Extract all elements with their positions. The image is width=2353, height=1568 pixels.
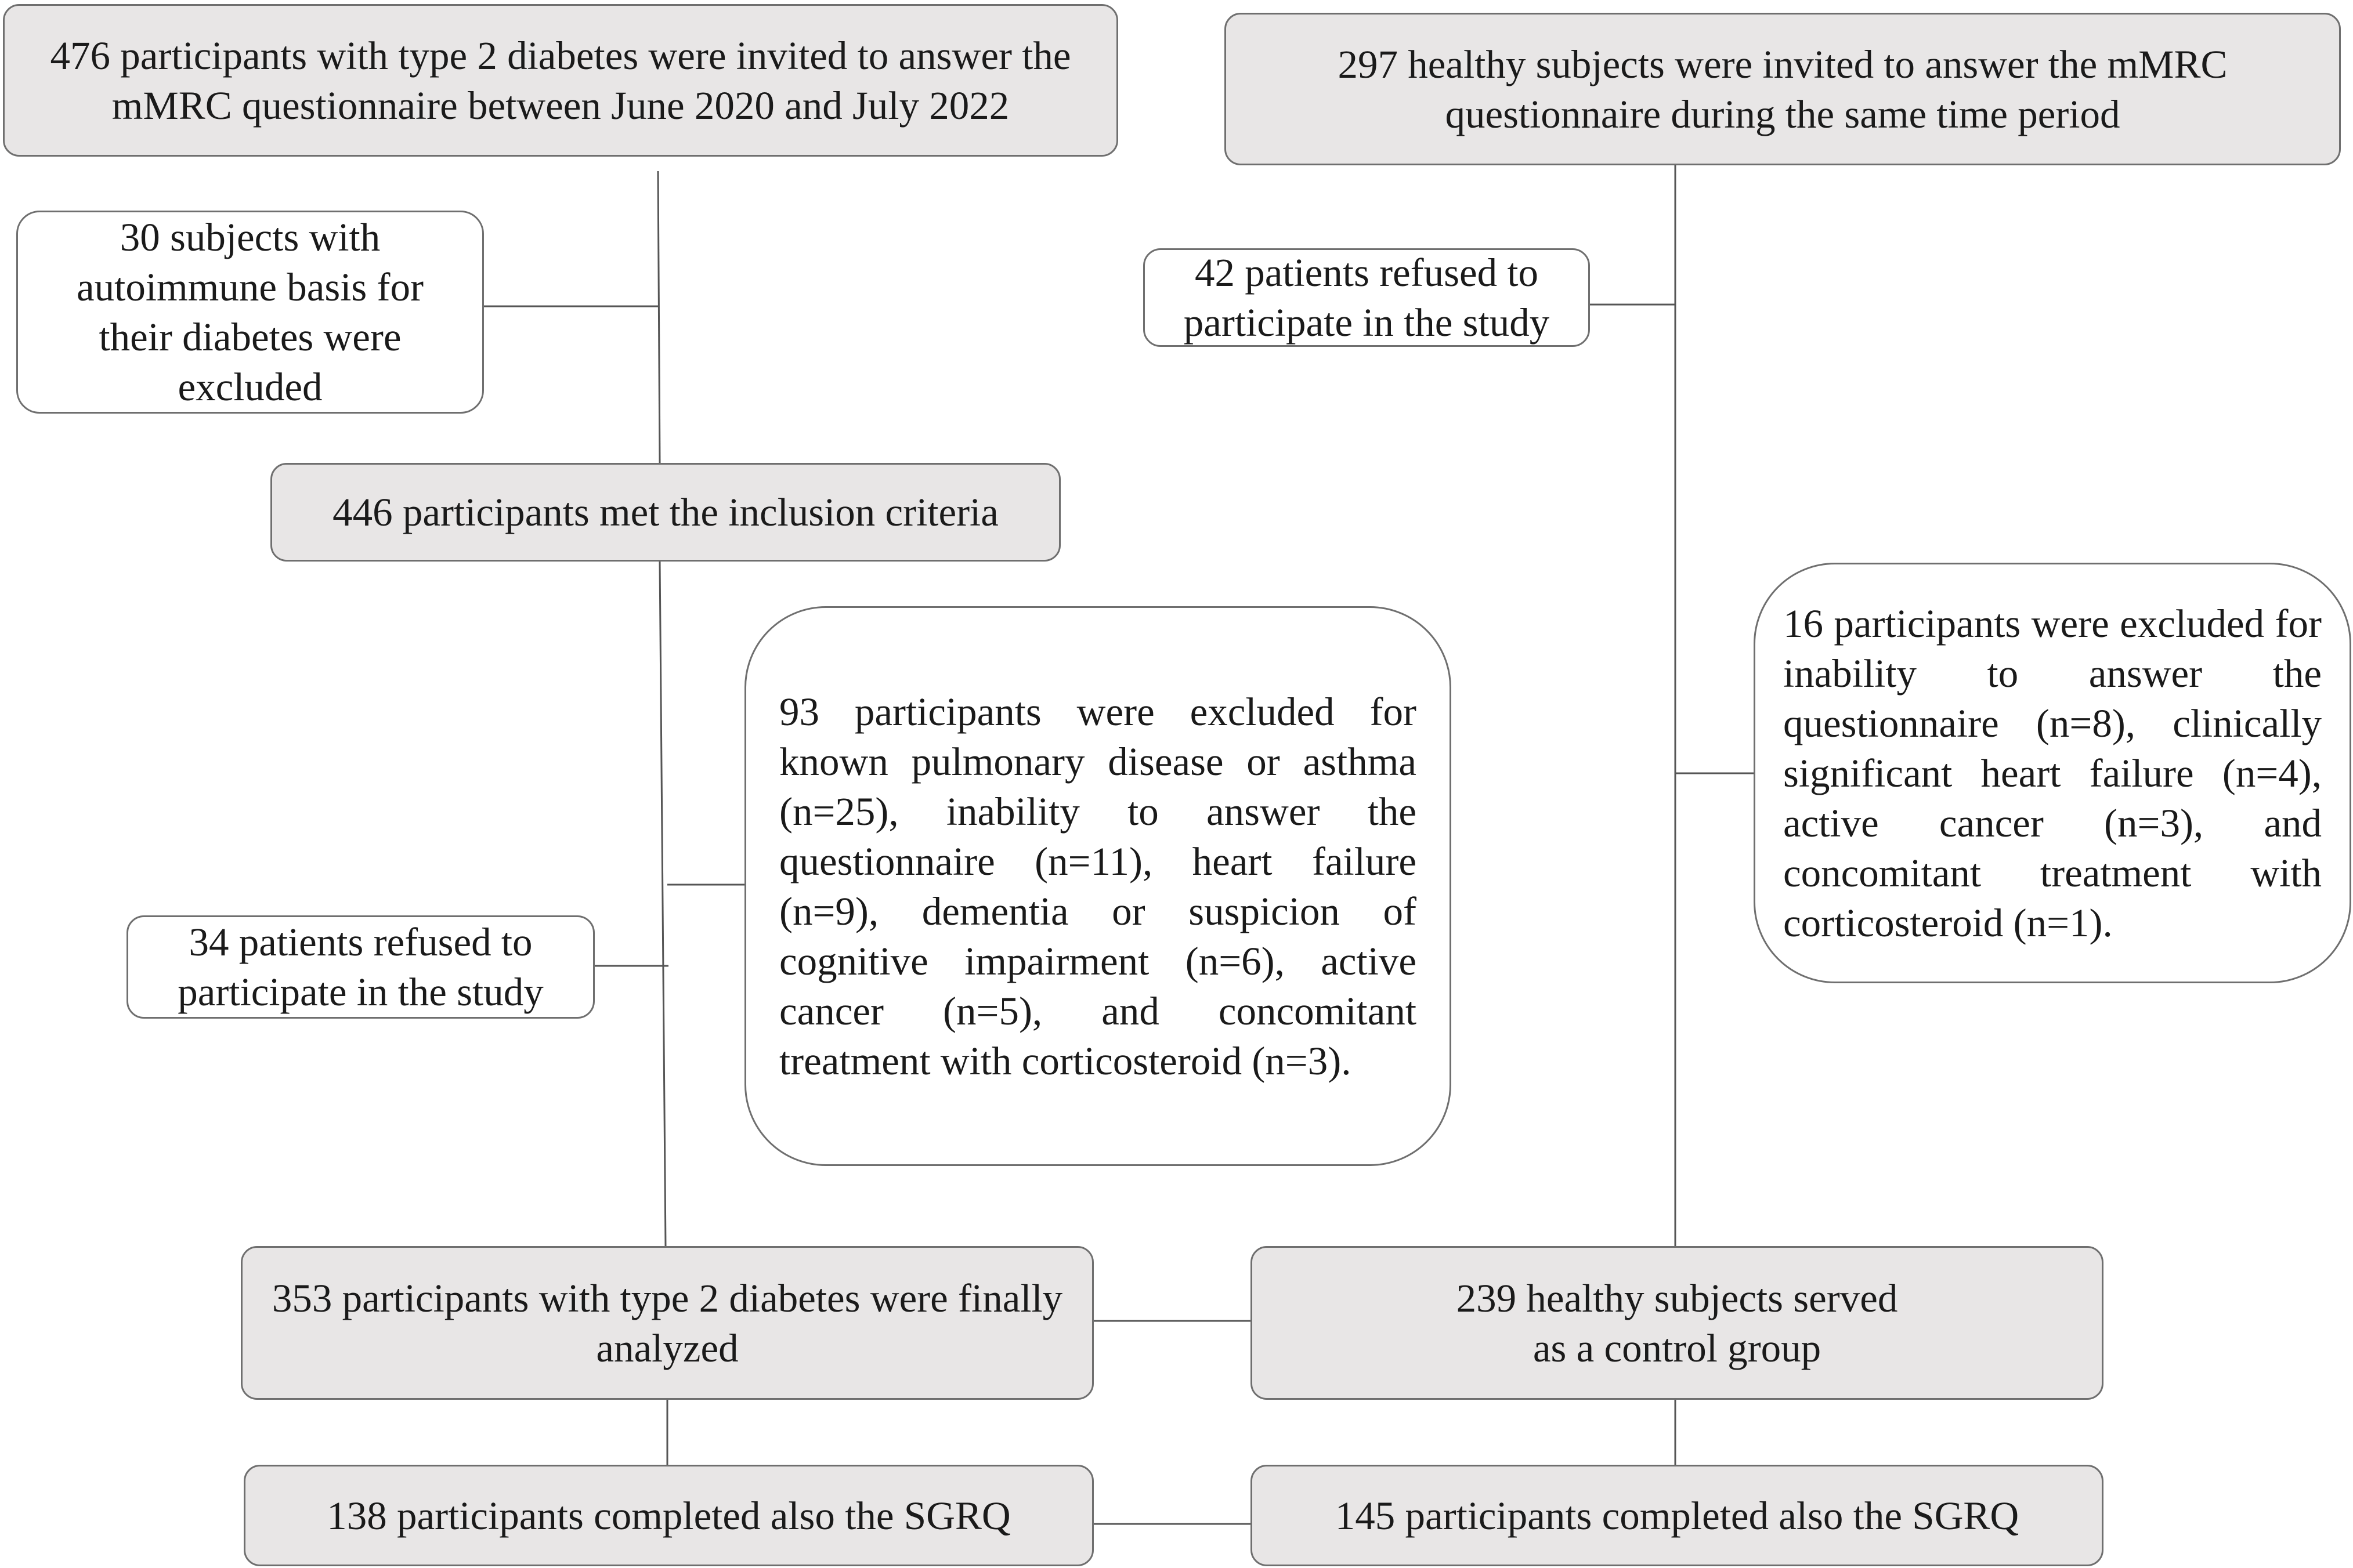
left-autoimmune-excluded-text: 30 subjects with autoimmune basis for their diabetes were excluded	[77, 215, 424, 409]
right-refused-text: 42 patients refused to participate in the study	[1183, 251, 1550, 345]
left-refused-text: 34 patients refused to participate in the study	[178, 920, 544, 1014]
right-control-box	[1250, 1246, 2103, 1400]
left-excluded-box	[744, 606, 1451, 1166]
right-sgrq-text: 145 participants completed also the SGRQ	[1335, 1493, 2019, 1538]
left-excluded-text: 93 participants were excluded for known pulmonary disease or asthma (n=25), inability to answer the questionnaire (n=11), heart failure (n=9), dementia or suspicion of cognitive impairment (n=6), active cancer (n=5), and concomitant treatment with corticosteroid (n=3).	[779, 689, 1416, 1083]
left-sgrq-text: 138 participants completed also the SGRQ	[327, 1493, 1011, 1538]
left-invited-box	[3, 4, 1118, 157]
left-sgrq-box	[244, 1465, 1094, 1566]
left-inclusion-box	[270, 463, 1061, 562]
right-invited-text: 297 healthy subjects were invited to answer the mMRC questionnaire during the same time period	[1338, 42, 2228, 136]
right-sgrq-box	[1250, 1465, 2103, 1566]
right-excluded-box	[1754, 563, 2351, 983]
right-excluded-text: 16 participants were excluded for inability to answer the questionnaire (n=8), clinically significant heart failure (n=4), active cancer (n=3), and concomitant treatment with corticosteroid (n=1).	[1783, 601, 2322, 945]
connector-left-inclusion-to-analyzed	[660, 562, 666, 1246]
right-refused-box	[1143, 248, 1590, 347]
left-autoimmune-excluded-box	[16, 211, 484, 414]
left-invited-text: 476 participants with type 2 diabetes were invited to answer the mMRC questionnaire between June 2020 and July 2022	[50, 33, 1071, 128]
left-analyzed-box	[241, 1246, 1094, 1400]
connector-left-invited-to-inclusion	[658, 171, 660, 463]
left-inclusion-text: 446 participants met the inclusion criteria	[332, 490, 999, 534]
right-control-text: 239 healthy subjects served as a control group	[1456, 1276, 1898, 1370]
right-invited-box	[1224, 13, 2341, 165]
left-analyzed-text: 353 participants with type 2 diabetes were finally analyzed	[272, 1276, 1063, 1370]
left-refused-box	[126, 915, 595, 1019]
